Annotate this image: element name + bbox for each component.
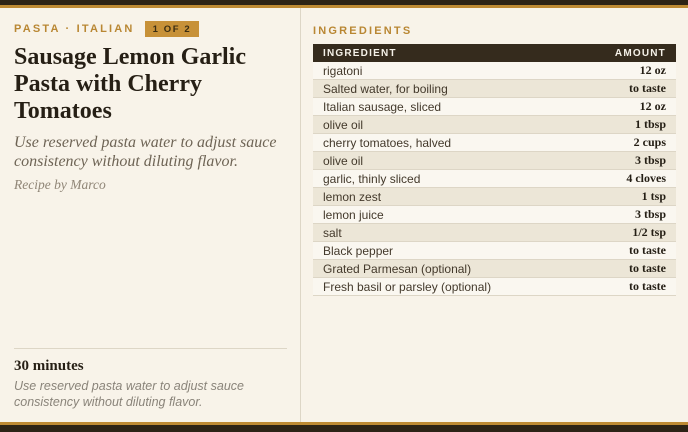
cook-time: 30 minutes (14, 358, 84, 374)
ingredient-amount-cell: 3 tbsp (586, 152, 676, 170)
footer-note: Use reserved pasta water to adjust sauce consistency without diluting flavor. (14, 379, 244, 409)
ingredient-amount-cell: to taste (586, 242, 676, 260)
ingredient-name-cell: rigatoni (313, 62, 586, 80)
ingredient-amount-cell: 4 cloves (586, 170, 676, 188)
eyebrow-row (14, 21, 286, 37)
table-row (313, 134, 676, 152)
ingredient-column-header: INGREDIENT (313, 44, 586, 62)
ingredient-amount-cell: 12 oz (586, 98, 676, 116)
recipe-summary-panel (0, 8, 301, 422)
table-header-row (313, 44, 676, 62)
ingredients-table (313, 44, 676, 296)
ingredient-amount-cell: 1 tsp (586, 188, 676, 206)
table-row (313, 224, 676, 242)
category-label: PASTA · ITALIAN (14, 23, 135, 35)
recipe-description: Use reserved pasta water to adjust sauce consistency without diluting flavor. (14, 134, 277, 170)
bottom-dark-bar (0, 425, 688, 432)
recipe-footer (14, 348, 287, 410)
ingredients-heading: INGREDIENTS (313, 25, 413, 37)
ingredient-amount-cell: to taste (586, 278, 676, 296)
ingredient-name-cell: Fresh basil or parsley (optional) (313, 278, 586, 296)
ingredient-amount-cell: to taste (586, 260, 676, 278)
ingredient-name-cell: lemon juice (313, 206, 586, 224)
ingredient-name-cell: Black pepper (313, 242, 586, 260)
footer-divider (14, 348, 287, 349)
table-row (313, 80, 676, 98)
table-row (313, 206, 676, 224)
table-row (313, 62, 676, 80)
ingredient-name-cell: lemon zest (313, 188, 586, 206)
ingredient-name-cell: olive oil (313, 152, 586, 170)
ingredient-name-cell: olive oil (313, 116, 586, 134)
ingredient-name-cell: Italian sausage, sliced (313, 98, 586, 116)
ingredient-amount-cell: to taste (586, 80, 676, 98)
ingredient-amount-cell: 1/2 tsp (586, 224, 676, 242)
ingredient-amount-cell: 1 tbsp (586, 116, 676, 134)
table-row (313, 98, 676, 116)
table-row (313, 278, 676, 296)
page-indicator-badge: 1 OF 2 (145, 21, 200, 37)
table-row (313, 116, 676, 134)
table-row (313, 152, 676, 170)
recipe-byline: Recipe by Marco (14, 177, 106, 192)
table-row (313, 170, 676, 188)
ingredient-amount-cell: 2 cups (586, 134, 676, 152)
table-row (313, 242, 676, 260)
ingredient-amount-cell: 3 tbsp (586, 206, 676, 224)
table-row (313, 260, 676, 278)
table-row (313, 188, 676, 206)
ingredient-name-cell: cherry tomatoes, halved (313, 134, 586, 152)
ingredient-name-cell: Salted water, for boiling (313, 80, 586, 98)
ingredients-panel (301, 8, 688, 422)
ingredient-amount-cell: 12 oz (586, 62, 676, 80)
ingredient-name-cell: salt (313, 224, 586, 242)
ingredients-table-body (313, 62, 676, 296)
recipe-title: Sausage Lemon Garlic Pasta with Cherry Tomatoes (14, 44, 246, 124)
amount-column-header: AMOUNT (586, 44, 676, 62)
ingredient-name-cell: Grated Parmesan (optional) (313, 260, 586, 278)
main-area (0, 8, 688, 422)
ingredient-name-cell: garlic, thinly sliced (313, 170, 586, 188)
